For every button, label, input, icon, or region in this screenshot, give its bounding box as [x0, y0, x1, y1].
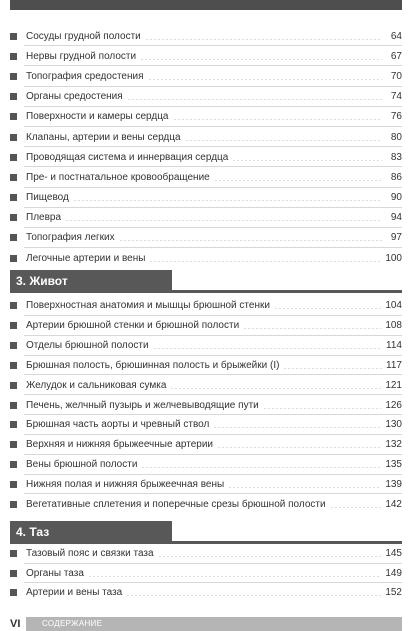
toc-entry-page: 74: [390, 91, 402, 103]
toc-entry[interactable]: [10, 494, 402, 514]
bullet-icon: [10, 550, 17, 557]
leader-dots: [217, 447, 381, 448]
footer-label: СОДЕРЖАНИЕ: [42, 619, 103, 628]
toc-entry-title: Пищевод: [26, 192, 69, 204]
toc-entry[interactable]: [10, 316, 402, 336]
toc-entry-title: Артерии брюшной стенки и брюшной полости: [26, 320, 240, 332]
bullet-icon: [10, 214, 17, 221]
toc-entry-title: Проводящая система и иннервация сердца: [26, 151, 229, 163]
toc-entry[interactable]: [10, 46, 402, 66]
bullet-icon: [10, 481, 17, 488]
toc-entry[interactable]: [10, 107, 402, 127]
toc-entry[interactable]: [10, 356, 402, 376]
bullet-icon: [10, 402, 17, 409]
toc-entry-page: 130: [385, 419, 402, 431]
leader-dots: [228, 487, 381, 488]
toc-entry-page: 67: [390, 50, 402, 62]
toc-entry-title: Топография средостения: [26, 70, 144, 82]
toc-entry[interactable]: [10, 395, 402, 415]
leader-dots: [330, 507, 382, 508]
toc-entry[interactable]: [10, 375, 402, 395]
bullet-icon: [10, 570, 17, 577]
toc-entry[interactable]: [10, 583, 402, 603]
toc-entry[interactable]: [10, 188, 402, 208]
toc-entry-title: Клапаны, артерии и вены сердца: [26, 131, 181, 143]
bullet-icon: [10, 589, 17, 596]
toc-entry[interactable]: [10, 66, 402, 86]
bullet-icon: [10, 382, 17, 389]
footer-page-number: VI: [10, 618, 21, 630]
toc-entry[interactable]: [10, 228, 402, 248]
bullet-icon: [10, 342, 17, 349]
toc-entry[interactable]: [10, 87, 402, 107]
leader-dots: [65, 220, 382, 221]
leader-dots: [149, 261, 381, 262]
toc-entry-page: 149: [385, 567, 402, 579]
toc-entry[interactable]: [10, 475, 402, 495]
toc-entry-page: 64: [390, 30, 402, 42]
bullet-icon: [10, 194, 17, 201]
leader-dots: [127, 99, 382, 100]
toc-entry-page: 76: [390, 111, 402, 123]
leader-dots: [243, 328, 381, 329]
leader-dots: [263, 408, 382, 409]
toc-entry-title: Верхняя и нижняя брыжеечные артерии: [26, 439, 213, 451]
toc-entry-page: 86: [390, 171, 402, 183]
toc-section-pelvis: [10, 544, 402, 603]
toc-entry-title: Органы средостения: [26, 91, 123, 103]
toc-entry-title: Нервы грудной полости: [26, 50, 137, 62]
toc-entry-page: 80: [390, 131, 402, 143]
toc-entry[interactable]: [10, 208, 402, 228]
leader-dots: [88, 576, 381, 577]
toc-section-abdomen: [10, 296, 402, 514]
leader-dots: [214, 180, 382, 181]
leader-dots: [148, 79, 383, 80]
top-rule: [10, 0, 402, 10]
toc-entry-title: Тазовый пояс и связки таза: [26, 548, 154, 560]
toc-entry[interactable]: [10, 167, 402, 187]
bullet-icon: [10, 113, 17, 120]
bullet-icon: [10, 322, 17, 329]
bullet-icon: [10, 174, 17, 181]
leader-dots: [232, 160, 382, 161]
toc-entry-title: Вены брюшной полости: [26, 459, 138, 471]
bullet-icon: [10, 302, 17, 309]
leader-dots: [213, 427, 381, 428]
toc-entry-page: 104: [385, 300, 402, 312]
leader-dots: [283, 368, 382, 369]
bullet-icon: [10, 73, 17, 80]
toc-entry[interactable]: [10, 415, 402, 435]
toc-entry-title: Топография легких: [26, 232, 115, 244]
leader-dots: [126, 595, 381, 596]
toc-entry-page: 121: [385, 379, 402, 391]
toc-entry-page: 97: [390, 232, 402, 244]
toc-entry-page: 152: [385, 587, 402, 599]
toc-entry-page: 70: [390, 70, 402, 82]
toc-entry-title: Поверхности и камеры сердца: [26, 111, 169, 123]
toc-entry[interactable]: [10, 455, 402, 475]
toc-entry[interactable]: [10, 296, 402, 316]
toc-entry-title: Брюшная полость, брюшинная полость и брыжейки (I): [26, 359, 280, 371]
bullet-icon: [10, 234, 17, 241]
bullet-icon: [10, 93, 17, 100]
toc-entry[interactable]: [10, 564, 402, 584]
leader-dots: [141, 467, 381, 468]
leader-dots: [73, 200, 382, 201]
leader-dots: [158, 556, 382, 557]
bullet-icon: [10, 362, 17, 369]
toc-entry-title: Нижняя полая и нижняя брыжеечная вены: [26, 479, 225, 491]
bullet-icon: [10, 134, 17, 141]
bullet-icon: [10, 33, 17, 40]
bullet-icon: [10, 421, 17, 428]
toc-entry-page: 135: [385, 459, 402, 471]
bullet-icon: [10, 461, 17, 468]
toc-entry[interactable]: [10, 435, 402, 455]
toc-entry-page: 142: [385, 498, 402, 510]
toc-entry-page: 100: [385, 252, 402, 264]
toc-entry-page: 132: [385, 439, 402, 451]
toc-entry-title: Сосуды грудной полости: [26, 30, 141, 42]
leader-dots: [153, 348, 382, 349]
toc-entry-title: Пре- и постнатальное кровообращение: [26, 171, 210, 183]
toc-entry-page: 83: [390, 151, 402, 163]
section-rule: [10, 290, 402, 293]
toc-entry[interactable]: [10, 26, 402, 46]
toc-entry-title: Брюшная часть аорты и чревный ствол: [26, 419, 210, 431]
toc-entry-page: 117: [386, 359, 402, 371]
bullet-icon: [10, 255, 17, 262]
toc-entry-page: 114: [386, 340, 402, 352]
toc-entry-title: Плевра: [26, 212, 62, 224]
section-heading-pelvis: 4. Таз: [10, 521, 172, 543]
toc-entry-title: Легочные артерии и вены: [26, 252, 146, 264]
leader-dots: [173, 119, 383, 120]
toc-entry-title: Желудок и сальниковая сумка: [26, 379, 167, 391]
leader-dots: [170, 388, 381, 389]
toc-entry-title: Поверхностная анатомия и мышцы брюшной стенки: [26, 300, 270, 312]
bullet-icon: [10, 53, 17, 60]
bullet-icon: [10, 154, 17, 161]
toc-entry-title: Отделы брюшной полости: [26, 340, 149, 352]
bullet-icon: [10, 441, 17, 448]
bullet-icon: [10, 501, 17, 508]
leader-dots: [145, 39, 382, 40]
leader-dots: [119, 240, 382, 241]
toc-entry[interactable]: [10, 544, 402, 564]
toc-entry[interactable]: [10, 336, 402, 356]
toc-entry-title: Органы таза: [26, 567, 84, 579]
toc-entry-page: 126: [385, 399, 402, 411]
leader-dots: [274, 308, 381, 309]
toc-entry[interactable]: [10, 147, 402, 167]
toc-entry-title: Артерии и вены таза: [26, 587, 123, 599]
toc-entry-title: Печень, желчный пузырь и желчевыводящие пути: [26, 399, 259, 411]
toc-entry-page: 94: [390, 212, 402, 224]
toc-entry-page: 108: [385, 320, 402, 332]
toc-entry[interactable]: [10, 127, 402, 147]
toc-section-thorax: [10, 26, 402, 268]
toc-entry-title: Вегетативные сплетения и поперечные срезы брюшной полости: [26, 498, 326, 510]
toc-entry-page: 145: [385, 548, 402, 560]
section-heading-abdomen: 3. Живот: [10, 270, 172, 292]
toc-entry[interactable]: [10, 248, 402, 268]
leader-dots: [140, 59, 382, 60]
toc-entry-page: 90: [390, 192, 402, 204]
toc-entry-page: 139: [385, 479, 402, 491]
leader-dots: [185, 140, 382, 141]
